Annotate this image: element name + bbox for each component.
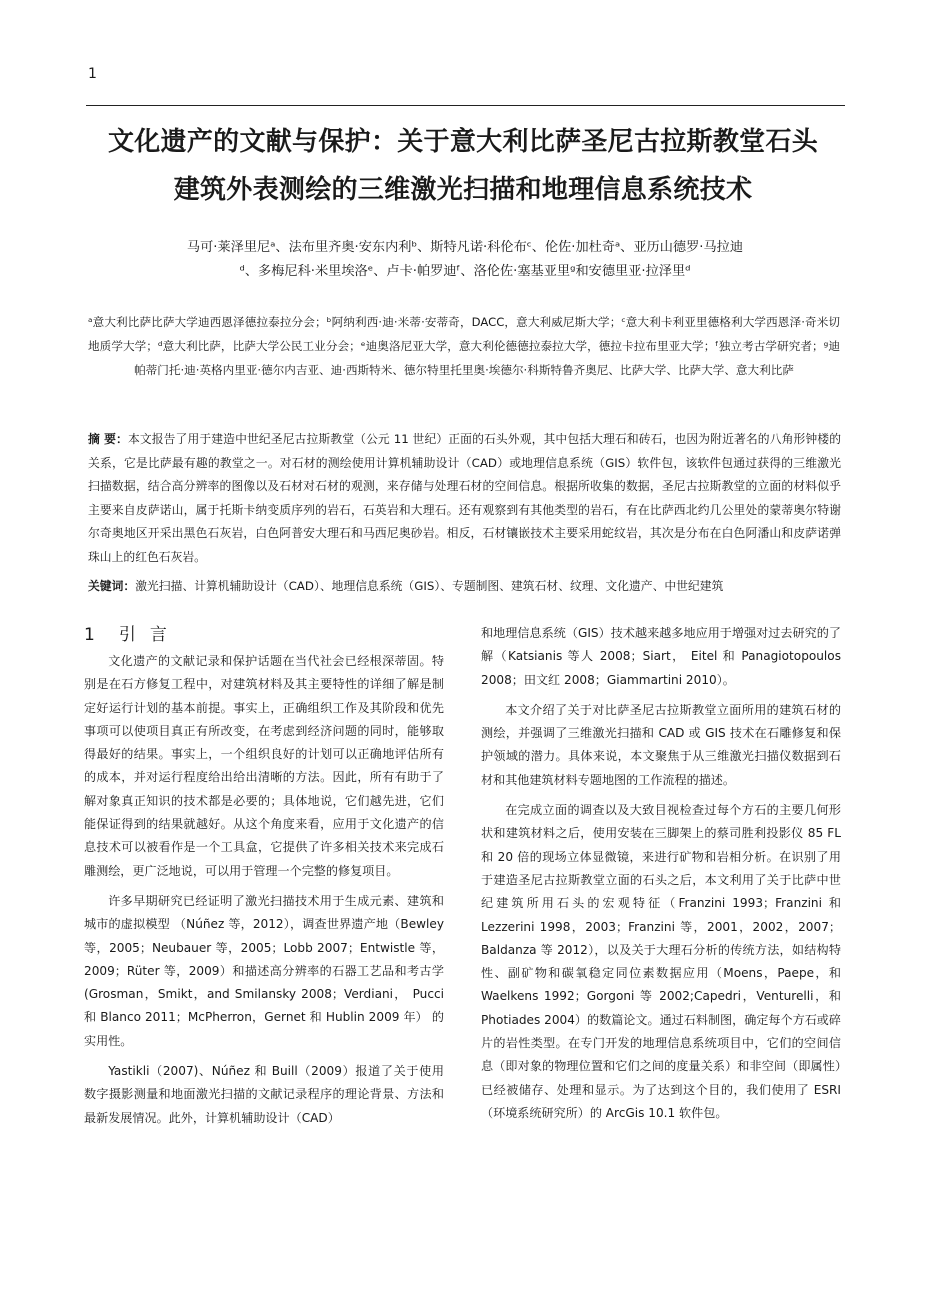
- keywords-text: 激光扫描、计算机辅助设计（CAD）、地理信息系统（GIS）、专题制图、建筑石材、纹理、文化遗产、中世纪建筑: [135, 579, 724, 593]
- title-line-2: 建筑外表测绘的三维激光扫描和地理信息系统技术: [173, 175, 753, 205]
- affiliations: ᵃ意大利比萨比萨大学迪西恩泽德拉泰拉分会；ᵇ阿纳利西·迪·米蒂·安蒂奇，DACC，意大利威尼斯大学；ᶜ意大利卡利亚里德格利大学西恩泽·奇米切地质学大学；ᵈ意大利比萨，比萨大学公民工业分会；ᵉ迪奥洛尼亚大学，意大利伦德德拉泰拉大学，德拉卡拉布里亚大学；ᶠ独立考古学研究者；ᵍ迪帕蒂门托·迪·英格内里亚·德尔内吉亚、迪·西斯特米、德尔特里托里奥·埃德尔·科斯特鲁齐奥尼、比萨大学、比萨大学、意大利比萨: [88, 315, 840, 377]
- title-line-1: 文化遗产的文献与保护：关于意大利比萨圣尼古拉斯教堂石头: [107, 127, 819, 157]
- body-paragraph: 许多早期研究已经证明了激光扫描技术用于生成元素、建筑和城市的虚拟模型 （Núñez 等，2012），调查世界遗产地（Bewley 等，2005；Neubauer 等，2005；Lobb 2007；Entwistle 等，2009；Rüter 等，2009）和描述高分辨率的石器工艺品和考古学(Grosman，Smikt，and Smilansky 2008；Verdiani， Pucci 和 Blanco 2011；McPherron，Gernet 和 Hublin 2009 年） 的实用性。: [84, 893, 444, 1048]
- header-rule: [86, 105, 845, 106]
- abstract-text: 本文报告了用于建造中世纪圣尼古拉斯教堂（公元 11 世纪）正面的石头外观，其中包括大理石和砖石，也因为附近著名的八角形钟楼的关系，它是比萨最有趣的教堂之一。对石材的测绘使用计算机辅助设计（CAD）或地理信息系统（GIS）软件包，该软件包通过获得的三维激光扫描数据，结合高分辨率的图像以及石材对石材的观测，来存储与处理石材的空间信息。根据所收集的数据，圣尼古拉斯教堂的立面的材料似乎主要来自皮萨诺山，属于托斯卡纳变质序列的岩石，石英岩和大理石。还有观察到有其他类型的岩石，有在比萨西北约几公里处的蒙蒂奥尔特谢尔奇奥地区开采出黑色石灰岩，白色阿普安大理石和马西尼奥砂岩。相反，石材镶嵌技术主要采用蛇纹岩，其次是分布在白色阿潘山和皮萨诺弹珠山上的红色石灰岩。: [88, 432, 842, 564]
- authors-line-1: 马可·莱泽里尼ᵃ、法布里齐奥·安东内利ᵇ、斯特凡诺·科伦布ᶜ、伦佐·加杜奇ᵃ、亚历山德罗·马拉迪: [186, 240, 744, 255]
- author-list: [90, 236, 840, 284]
- left-column: [84, 622, 444, 1137]
- abstract-label: 摘 要：: [88, 432, 128, 446]
- section-heading: [84, 622, 444, 648]
- abstract: [88, 428, 841, 570]
- section-title: 引言: [118, 625, 181, 645]
- section-number: 1: [84, 625, 95, 645]
- paper-title: [60, 118, 866, 214]
- body-paragraph: Yastikli（2007)、Núñez 和 Buill（2009）报道了关于使用数字摄影测量和地面激光扫描的文献记录程序的理论背景、方法和最新发展情况。此外，计算机辅助设计（CAD）: [84, 1064, 444, 1125]
- keywords-label: 关键词：: [88, 579, 136, 593]
- body-paragraph: 在完成立面的调查以及大致目视检查过每个方石的主要几何形状和建筑材料之后，使用安装在三脚架上的蔡司胜利投影仪 85 FL 和 20 倍的现场立体显微镜，来进行矿物和岩相分析。在识别了用于建造圣尼古拉斯教堂立面的石头之后，本文利用了关于比萨中世纪建筑所用石头的宏观特征（Franzini 1993；Franzini 和 Lezzerini 1998，2003；Franzini 等，2001，2002，2007；Baldanza 等 2012），以及关于大理石分析的传统方法，如结构特性、副矿物和碳氧稳定同位素数据应用（Moens，Paepe，和 Waelkens 1992；Gorgoni 等 2002;Capedri，Venturelli，和 Photiades 2004）的数篇论文。通过石料制图，确定每个方石或碎片的岩性类型。在专门开发的地理信息系统项目中，它们的空间信息（即对象的物理位置和它们之间的度量关系）和非空间（即属性）已经被储存、处理和显示。为了达到这个目的，我们使用了 ESRI（环境系统研究所）的 ArcGis 10.1 软件包。: [481, 803, 841, 1120]
- body-paragraph: 和地理信息系统（GIS）技术越来越多地应用于增强对过去研究的了解（Katsianis 等人 2008；Siart， Eitel 和 Panagiotopoulos 2008；田文红 2008；Giammartini 2010）。: [481, 626, 841, 687]
- authors-line-2: ᵈ、多梅尼科·米里埃洛ᵉ、卢卡·帕罗迪ᶠ、洛伦佐·塞基亚里ᵍ和安德里亚·拉泽里ᵈ: [239, 264, 691, 279]
- keywords: [88, 575, 841, 599]
- body-paragraph: 本文介绍了关于对比萨圣尼古拉斯教堂立面所用的建筑石材的测绘，并强调了三维激光扫描和 CAD 或 GIS 技术在石雕修复和保护领域的潜力。具体来说，本文聚焦于从三维激光扫描仪数据到石材和其他建筑材料专题地图的工作流程的描述。: [481, 702, 841, 787]
- body-paragraph: 文化遗产的文献记录和保护话题在当代社会已经根深蒂固。特别是在石方修复工程中，对建筑材料及其主要特性的详细了解是制定好运行计划的基本前提。事实上，正确组织工作及其阶段和优先事项可以使项目真正有所改变，在考虑到经济问题的同时，能够取得最好的结果。事实上，一个组织良好的计划可以正确地评估所有的成本，并对运行程度给出给出清晰的方法。因此，所有有助于了解对象真正知识的技术都是必要的；具体地说，它们越先进，它们能保证得到的结果就越好。从这个角度来看，应用于文化遗产的信息技术可以被看作是一个工具盒，它提供了许多相关技术来完成石雕测绘，更广泛地说，可以用于管理一个完整的修复项目。: [84, 654, 444, 878]
- page-number: 1: [88, 66, 97, 82]
- right-column: [481, 622, 841, 1132]
